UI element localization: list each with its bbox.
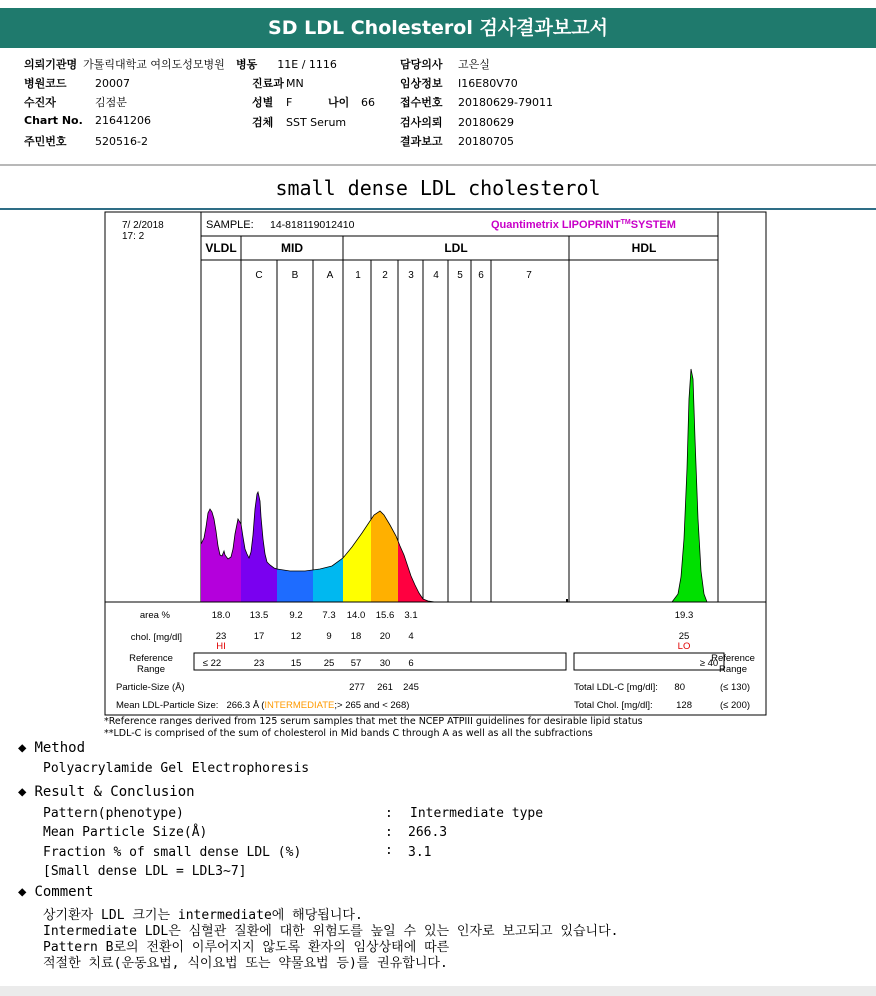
ref-row-label-1: Reference: [129, 653, 173, 664]
flag-hdl: LO: [677, 641, 691, 652]
system-logo: Quantimetrix LIPOPRINT™SYSTEM: [491, 219, 676, 231]
pattern-value: Intermediate type: [410, 806, 544, 821]
band-label-2: 2: [382, 270, 388, 281]
total-ldl-label: Total LDL-C [mg/dl]:: [574, 682, 658, 693]
area-row-label: area %: [139, 610, 170, 621]
department-field: 진료과 MN: [252, 77, 304, 90]
report-title-bar: [0, 8, 876, 48]
group-label-mid: MID: [281, 241, 303, 255]
chart-date: 7/ 2/2018: [122, 220, 164, 231]
sex-field: 성별 F: [252, 96, 293, 109]
area-value-2: 15.6: [375, 610, 395, 621]
band-label-a: A: [326, 270, 334, 281]
method-heading: ◆ Method: [18, 740, 86, 756]
ref-row-label-2: Range: [137, 664, 165, 675]
mean-size-value: 266.3: [408, 825, 448, 840]
result-heading: ◆ Result & Conclusion: [18, 784, 195, 800]
fraction-label: Fraction % of small dense LDL (%): [43, 845, 302, 860]
ref-value-2: 30: [379, 658, 391, 669]
area-value-a: 7.3: [322, 610, 336, 621]
chol-value-2: 20: [379, 631, 391, 642]
mean-size-label: Mean Particle Size(Å): [43, 825, 208, 840]
group-label-ldl: LDL: [444, 241, 468, 255]
fraction-value: 3.1: [408, 845, 432, 860]
total-ldl-ref: (≤ 130): [719, 682, 751, 693]
group-label-hdl: HDL: [631, 241, 657, 255]
ref-value-hdl: ≥ 40: [699, 658, 719, 669]
footnote-1: *Reference ranges derived from 125 serum samples that met the NCEP ATPIII guidelines for desirable lipid status: [104, 716, 643, 727]
report-subtitle: small dense LDL cholesterol: [275, 176, 601, 200]
doctor-field: 담당의사 고은실: [400, 58, 490, 71]
mean-size-line: Mean LDL-Particle Size: 266.3 Å (INTERMEDIATE;> 265 and < 268): [116, 700, 410, 711]
area-value-vldl: 18.0: [211, 610, 231, 621]
pattern-label: Pattern(phenotype): [43, 806, 184, 821]
band-label-b: B: [291, 270, 299, 281]
chol-value-3: 4: [408, 631, 414, 642]
comment-line-3: Pattern B로의 전환이 이루어지지 않도록 환자의 임상상태에 따른: [43, 940, 450, 955]
ref-value-a: 25: [323, 658, 335, 669]
ref-row-label-right-1: Reference: [711, 653, 755, 664]
chol-value-b: 12: [290, 631, 302, 642]
divider: [0, 164, 876, 166]
comment-heading: ◆ Comment: [18, 884, 94, 900]
area-value-c: 13.5: [249, 610, 269, 621]
ref-value-c: 23: [253, 658, 265, 669]
ref-value-3: 6: [408, 658, 414, 669]
area-value-3: 3.1: [404, 610, 418, 621]
flag-vldl: HI: [216, 641, 226, 652]
chol-value-c: 17: [253, 631, 265, 642]
band-label-7: 7: [526, 270, 532, 281]
area-value-hdl: 19.3: [674, 610, 694, 621]
report-date-field: 결과보고 20180705: [400, 135, 514, 148]
particle-size-2: 261: [377, 682, 393, 693]
chol-value-vldl: 23: [215, 631, 227, 642]
bottom-bar: [0, 986, 876, 996]
institution-field: 의뢰기관명 가톨릭대학교 여의도성모병원: [24, 58, 225, 71]
sample-label: SAMPLE:: [206, 219, 254, 231]
pattern-colon: :: [385, 806, 393, 821]
footnote-2: **LDL-C is comprised of the sum of cholesterol in Mid bands C through A as well as all the subfractions: [104, 728, 593, 739]
small-dense-note: [Small dense LDL = LDL3~7]: [43, 864, 247, 879]
ref-value-1: 57: [350, 658, 362, 669]
sample-id: 14-818119012410: [270, 219, 355, 231]
chol-value-1: 18: [350, 631, 362, 642]
total-chol-label: Total Chol. [mg/dl]:: [574, 700, 653, 711]
diamond-bullet-icon: ◆: [18, 740, 27, 756]
ref-row-label-right-2: Range: [719, 664, 747, 675]
method-text: Polyacrylamide Gel Electrophoresis: [43, 761, 310, 776]
diamond-bullet-icon: ◆: [18, 884, 27, 900]
diamond-bullet-icon: ◆: [18, 784, 27, 800]
mean-size-colon: :: [385, 825, 393, 840]
band-label-3: 3: [408, 270, 414, 281]
area-value-b: 9.2: [289, 610, 303, 621]
band-label-6: 6: [478, 270, 484, 281]
report-title: SD LDL Cholesterol 검사결과보고서: [268, 17, 608, 39]
age-field: 나이 66: [328, 96, 375, 109]
chol-value-a: 9: [326, 631, 332, 642]
particle-size-3: 245: [403, 682, 419, 693]
hospital-code-field: 병원코드 20007: [24, 77, 130, 90]
band-label-4: 4: [433, 270, 439, 281]
comment-line-1: 상기환자 LDL 크기는 intermediate에 해당됩니다.: [43, 908, 363, 923]
request-date-field: 검사의뢰 20180629: [400, 116, 514, 129]
chol-value-hdl: 25: [678, 631, 690, 642]
fraction-colon: :: [385, 843, 393, 858]
trace-segment-b: [277, 569, 313, 602]
receipt-field: 접수번호 20180629-79011: [400, 96, 553, 109]
comment-line-2: Intermediate LDL은 심혈관 질환에 대한 위험도를 높일 수 있는 인자로 보고되고 있습니다.: [43, 924, 619, 939]
chol-row-label: chol. [mg/dl]: [130, 632, 182, 643]
particle-size-1: 277: [349, 682, 365, 693]
lipoprint-chart: [100, 209, 770, 743]
chart-time: 17: 2: [122, 231, 145, 242]
clinical-info-field: 임상정보 I16E80V70: [400, 77, 518, 90]
patient-info-panel: [0, 48, 876, 164]
band-label-c: C: [255, 270, 263, 281]
area-value-1: 14.0: [346, 610, 366, 621]
ward-field: 병동 11E / 1116: [236, 58, 337, 71]
specimen-field: 검체 SST Serum: [252, 116, 347, 129]
ref-value-b: 15: [290, 658, 302, 669]
comment-line-4: 적절한 치료(운동요법, 식이요법 또는 약물요법 등)를 권유합니다.: [43, 956, 448, 971]
patient-field: 수진자 김점분: [24, 96, 127, 109]
chart-no-field: Chart No. 21641206: [24, 114, 151, 127]
group-label-vldl: VLDL: [205, 241, 237, 255]
resident-no-field: 주민번호 520516-2: [24, 135, 148, 148]
particle-size-label: Particle-Size (Å): [116, 682, 185, 693]
band-label-5: 5: [457, 270, 463, 281]
total-chol-value: 128: [676, 700, 692, 711]
ref-value-vldl: ≤ 22: [202, 658, 222, 669]
total-ldl-value: 80: [674, 682, 685, 693]
total-chol-ref: (≤ 200): [719, 700, 751, 711]
band-label-1: 1: [355, 270, 361, 281]
chart-frame: [105, 212, 766, 715]
